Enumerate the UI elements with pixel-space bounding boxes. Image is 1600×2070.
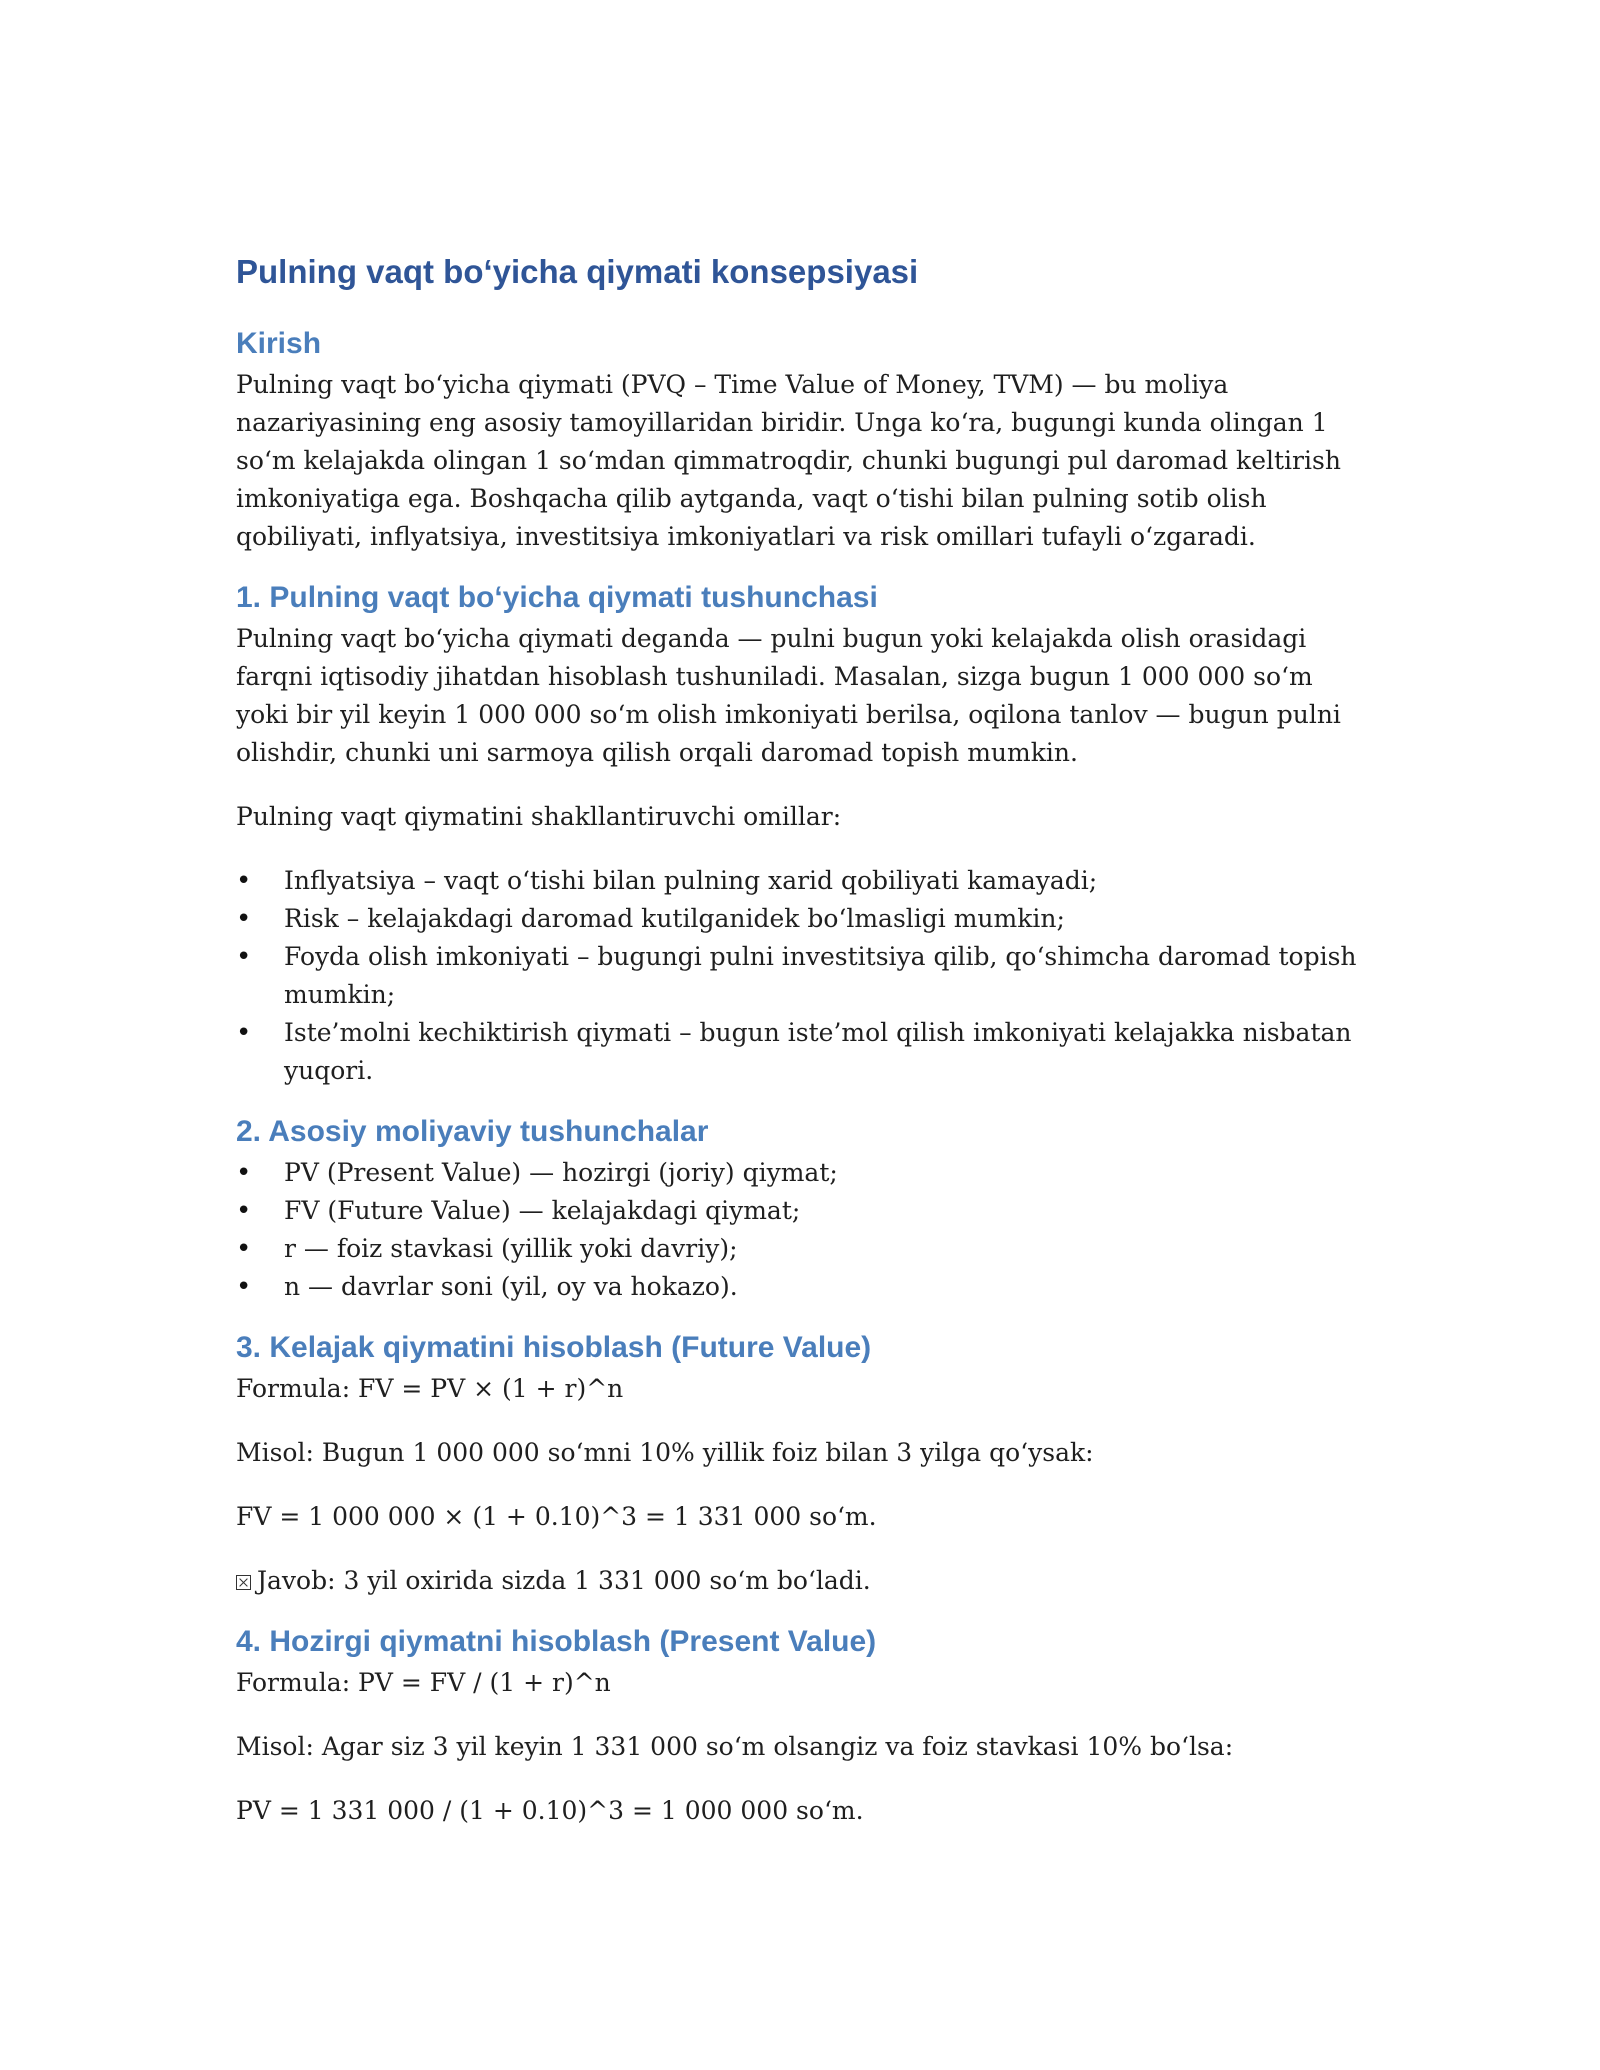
list-item: • Foyda olish imkoniyati – bugungi pulni investitsiya qilib, qo‘shimcha daromad topish mumkin; <box>236 938 1366 1014</box>
fv-formula: Formula: FV = PV × (1 + r)^n <box>236 1374 624 1403</box>
checkbox-icon <box>236 1575 251 1590</box>
section-heading-1: 1. Pulning vaqt bo‘yicha qiymati tushunchasi <box>236 581 878 614</box>
list-item: • r — foiz stavkasi (yillik yoki davriy); <box>236 1230 1366 1268</box>
list-item: • Inflyatsiya – vaqt o‘tishi bilan pulning xarid qobiliyati kamayadi; <box>236 862 1366 900</box>
section-1-paragraph: Pulning vaqt bo‘yicha qiymati deganda — pulni bugun yoki kelajakda olish orasidagi farqni iqtisodiy jihatdan hisoblash tushuniladi. Masalan, sizga bugun 1 000 000 so‘m yoki bir yil keyin 1 000 000 so‘m olish imkoniyati berilsa, oqilona tanlov — bugun pulni olishdir, chunki uni sarmoya qilish orqali daromad topish mumkin. <box>236 624 1341 767</box>
list-item: • PV (Present Value) — hozirgi (joriy) qiymat; <box>236 1154 1366 1192</box>
list-item: • Risk – kelajakdagi daromad kutilganidek bo‘lmasligi mumkin; <box>236 900 1366 938</box>
factors-list <box>236 862 1366 1090</box>
list-item: • n — davrlar soni (yil, oy va hokazo). <box>236 1268 1366 1306</box>
document-page <box>236 248 1366 1830</box>
section-heading-4: 4. Hozirgi qiymatni hisoblash (Present Value) <box>236 1625 877 1658</box>
pv-formula: Formula: PV = FV / (1 + r)^n <box>236 1668 611 1697</box>
pv-example: Misol: Agar siz 3 yil keyin 1 331 000 so‘m olsangiz va foiz stavkasi 10% bo‘lsa: <box>236 1732 1234 1761</box>
fv-example: Misol: Bugun 1 000 000 so‘mni 10% yillik foiz bilan 3 yilga qo‘ysak: <box>236 1438 1094 1467</box>
list-item: • Iste’molni kechiktirish qiymati – bugun iste’mol qilish imkoniyati kelajakka nisbatan yuqori. <box>236 1014 1366 1090</box>
fv-answer <box>236 1562 1366 1600</box>
intro-paragraph: Pulning vaqt bo‘yicha qiymati (PVQ – Time Value of Money, TVM) — bu moliya nazariyasining eng asosiy tamoyillaridan biridir. Unga ko‘ra, bugungi kunda olingan 1 so‘m kelajakda olingan 1 so‘mdan qimmatroqdir, chunki bugungi pul daromad keltirish imkoniyatiga ega. Boshqacha qilib aytganda, vaqt o‘tishi bilan pulning sotib olish qobiliyati, inflyatsiya, investitsiya imkoniyatlari va risk omillari tufayli o‘zgaradi. <box>236 370 1341 551</box>
concepts-list <box>236 1154 1366 1306</box>
factors-intro: Pulning vaqt qiymatini shakllantiruvchi omillar: <box>236 802 842 831</box>
fv-answer-text: Javob: 3 yil oxirida sizda 1 331 000 so‘m bo‘ladi. <box>257 1566 871 1595</box>
section-heading-3: 3. Kelajak qiymatini hisoblash (Future Value) <box>236 1331 872 1364</box>
pv-calculation: PV = 1 331 000 / (1 + 0.10)^3 = 1 000 000 so‘m. <box>236 1796 864 1825</box>
section-heading-2: 2. Asosiy moliyaviy tushunchalar <box>236 1115 709 1148</box>
document-title: Pulning vaqt bo‘yicha qiymati konsepsiyasi <box>236 253 919 290</box>
list-item: • FV (Future Value) — kelajakdagi qiymat; <box>236 1192 1366 1230</box>
fv-calculation: FV = 1 000 000 × (1 + 0.10)^3 = 1 331 000 so‘m. <box>236 1502 877 1531</box>
section-heading-intro: Kirish <box>236 327 322 360</box>
